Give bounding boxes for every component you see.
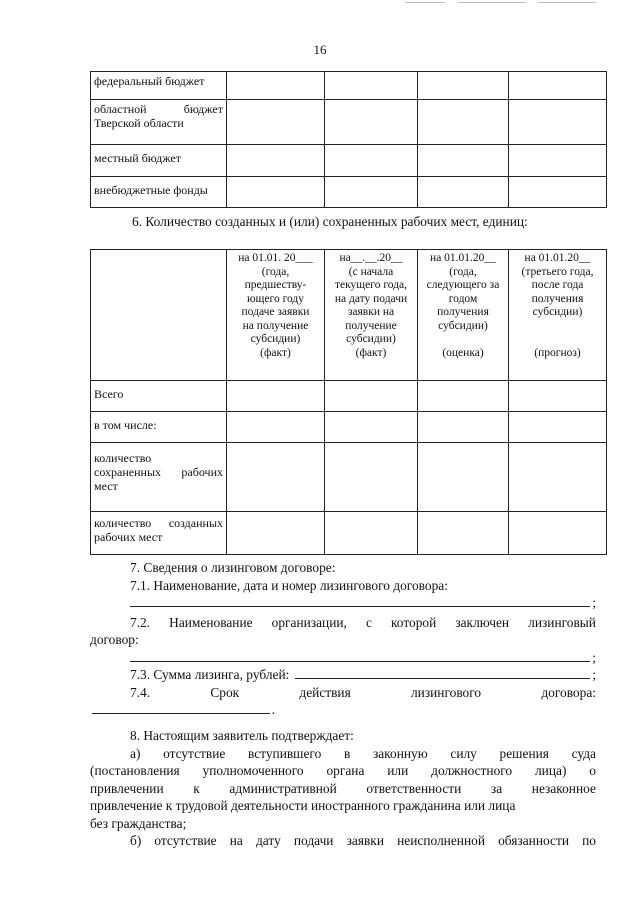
word: подачи <box>293 833 334 848</box>
table-cell <box>227 412 325 443</box>
word: или <box>387 763 409 778</box>
table-row <box>91 72 607 100</box>
section8 <box>90 727 596 850</box>
table-cell <box>418 412 509 443</box>
table-header-cell <box>227 250 325 381</box>
page-number: 16 <box>313 42 327 57</box>
lease-item-7-2 <box>90 614 596 632</box>
word: законную <box>372 745 428 761</box>
word: в <box>343 745 351 761</box>
column-header: на 01.01.20__ (третьего года, после года получения субсидии) (прогноз) <box>521 252 594 359</box>
word: силу <box>450 745 477 761</box>
fill-in-line[interactable] <box>130 605 590 607</box>
row-label-including: в том числе: <box>91 412 227 443</box>
word: заявки <box>346 833 384 848</box>
table-cell <box>325 443 418 512</box>
confirm-a-line: без гражданства; <box>90 815 187 831</box>
word: 7.4. <box>130 684 151 700</box>
column-header: на__.__.20__ (с начала текущего года, на дату подачи заявки на получение субсидии) (факт) <box>334 252 408 359</box>
table-cell <box>418 381 509 412</box>
fill-in-line[interactable] <box>295 677 590 679</box>
fill-in-line[interactable] <box>130 660 590 662</box>
word: органа <box>326 763 365 778</box>
top-rule <box>405 2 445 3</box>
word: суда <box>571 745 596 761</box>
lease-item-7-4-fill-line <box>90 701 275 719</box>
row-label-line: мест <box>94 479 118 493</box>
word: заключен <box>455 614 510 630</box>
table-cell <box>325 145 418 177</box>
table-cell <box>227 512 325 555</box>
row-label-word: сохраненных <box>94 465 162 479</box>
word: б) <box>130 833 142 848</box>
row-label-created-jobs <box>91 512 227 555</box>
word: Наименование <box>169 614 253 630</box>
budget-label-word: бюджет <box>183 102 223 116</box>
confirm-b-line <box>90 832 596 850</box>
word: ответственности <box>366 780 462 796</box>
table-cell <box>418 443 509 512</box>
word: лица) <box>534 763 567 778</box>
section6-heading: 6. Количество созданных и (или) сохраненных рабочих мест, единиц: <box>132 214 528 229</box>
word: вступившего <box>247 745 322 761</box>
section8-heading: 8. Настоящим заявитель подтверждает: <box>130 728 354 743</box>
table-header-cell <box>325 250 418 381</box>
confirm-a-line <box>90 780 596 798</box>
section7 <box>90 559 596 719</box>
table-cell <box>509 100 607 145</box>
column-header: на 01.01. 20___ (года, предшеству- ющего году подаче заявки на получение субсидии) (факт) <box>238 252 313 359</box>
confirm-a-line: привлечение к трудовой деятельности иностранного гражданина или лица <box>90 798 516 813</box>
lease-item-7-2-fill-line <box>90 649 596 667</box>
word: отсутствие <box>163 745 226 761</box>
confirm-a-line <box>90 762 596 780</box>
word: с <box>365 614 372 630</box>
table-cell <box>418 72 509 100</box>
table-cell <box>227 381 325 412</box>
table-cell <box>509 443 607 512</box>
table-cell <box>418 512 509 555</box>
table-cell <box>227 443 325 512</box>
line-end: . <box>271 702 275 717</box>
table-row <box>91 177 607 208</box>
word: организации, <box>271 614 347 630</box>
row-label-total: Всего <box>91 381 227 412</box>
table-cell <box>509 412 607 443</box>
lease-item-7-1-fill-line <box>90 594 596 612</box>
word: договора: <box>541 684 596 700</box>
table-header-cell <box>91 250 227 381</box>
top-rule <box>538 2 596 3</box>
budget-label: внебюджетные фонды <box>91 177 227 208</box>
table-cell <box>509 177 607 208</box>
word: административной <box>229 780 337 796</box>
lease-sum-label: 7.3. Сумма лизинга, рублей: <box>130 667 290 682</box>
table-header-cell <box>509 250 607 381</box>
word: отсутствие <box>154 833 217 848</box>
lease-item-7-1: 7.1. Наименование, дата и номер лизингового договора: <box>130 577 448 593</box>
row-label-saved-jobs <box>91 443 227 512</box>
table-header-row <box>91 250 607 381</box>
jobs-table <box>90 249 607 555</box>
word: привлечении <box>90 780 164 796</box>
word: Срок <box>210 684 240 700</box>
row-label-line: рабочих мест <box>94 530 163 544</box>
confirm-a-line <box>90 745 596 763</box>
word: которой <box>390 614 437 630</box>
budget-label <box>91 100 227 145</box>
word: действия <box>299 684 351 700</box>
word: должностного <box>431 763 513 778</box>
word: обязанности <box>498 833 569 848</box>
row-label-word: созданных <box>168 516 223 530</box>
table-cell <box>325 512 418 555</box>
line-end: ; <box>592 595 596 610</box>
table-cell <box>509 72 607 100</box>
table-row <box>91 443 607 512</box>
table-cell <box>509 512 607 555</box>
table-cell <box>227 72 325 100</box>
word: по <box>582 833 596 848</box>
word: лизингового <box>411 684 482 700</box>
table-cell <box>227 177 325 208</box>
table-cell <box>325 100 418 145</box>
word: а) <box>130 745 141 761</box>
word: дату <box>255 833 281 848</box>
word: о <box>589 763 596 778</box>
line-end: ; <box>592 667 596 682</box>
table-cell <box>227 145 325 177</box>
table-cell <box>418 100 509 145</box>
budget-label: федеральный бюджет <box>91 72 227 100</box>
word: за <box>490 780 503 796</box>
top-rule <box>458 2 526 3</box>
table-cell <box>509 381 607 412</box>
word: (постановления <box>90 763 180 778</box>
budget-label-line: Тверской области <box>94 116 184 130</box>
table-cell <box>227 100 325 145</box>
word: 7.2. <box>130 614 151 630</box>
row-label-line: количество <box>94 451 152 465</box>
line-end: ; <box>592 649 596 665</box>
word: лизинговый <box>528 614 596 630</box>
table-cell <box>418 145 509 177</box>
word: неисполненной <box>397 833 485 848</box>
section7-heading: 7. Сведения о лизинговом договоре: <box>130 560 336 575</box>
table-row <box>91 512 607 555</box>
table-cell <box>325 72 418 100</box>
table-cell <box>325 412 418 443</box>
column-header: на 01.01.20__ (года, следующего за годом получения субсидии) (оценка) <box>426 252 500 359</box>
word: решения <box>499 745 549 761</box>
table-cell <box>325 177 418 208</box>
lease-item-7-2-line2: договор: <box>90 632 139 647</box>
table-row <box>91 145 607 177</box>
budget-sources-table <box>90 71 607 208</box>
budget-label-word: областной <box>94 102 147 116</box>
word: к <box>193 780 200 796</box>
fill-in-line[interactable] <box>92 712 270 714</box>
lease-item-7-4 <box>90 684 596 702</box>
word: незаконное <box>531 780 596 796</box>
table-cell <box>325 381 418 412</box>
table-header-cell <box>418 250 509 381</box>
table-row <box>91 381 607 412</box>
table-row <box>91 100 607 145</box>
lease-item-7-3 <box>90 666 596 684</box>
row-label-word: количество <box>94 516 152 530</box>
word: на <box>229 833 243 848</box>
budget-label: местный бюджет <box>91 145 227 177</box>
table-cell <box>418 177 509 208</box>
row-label-word: рабочих <box>181 465 223 479</box>
table-row <box>91 412 607 443</box>
word: уполномоченного <box>202 763 304 778</box>
table-cell <box>509 145 607 177</box>
